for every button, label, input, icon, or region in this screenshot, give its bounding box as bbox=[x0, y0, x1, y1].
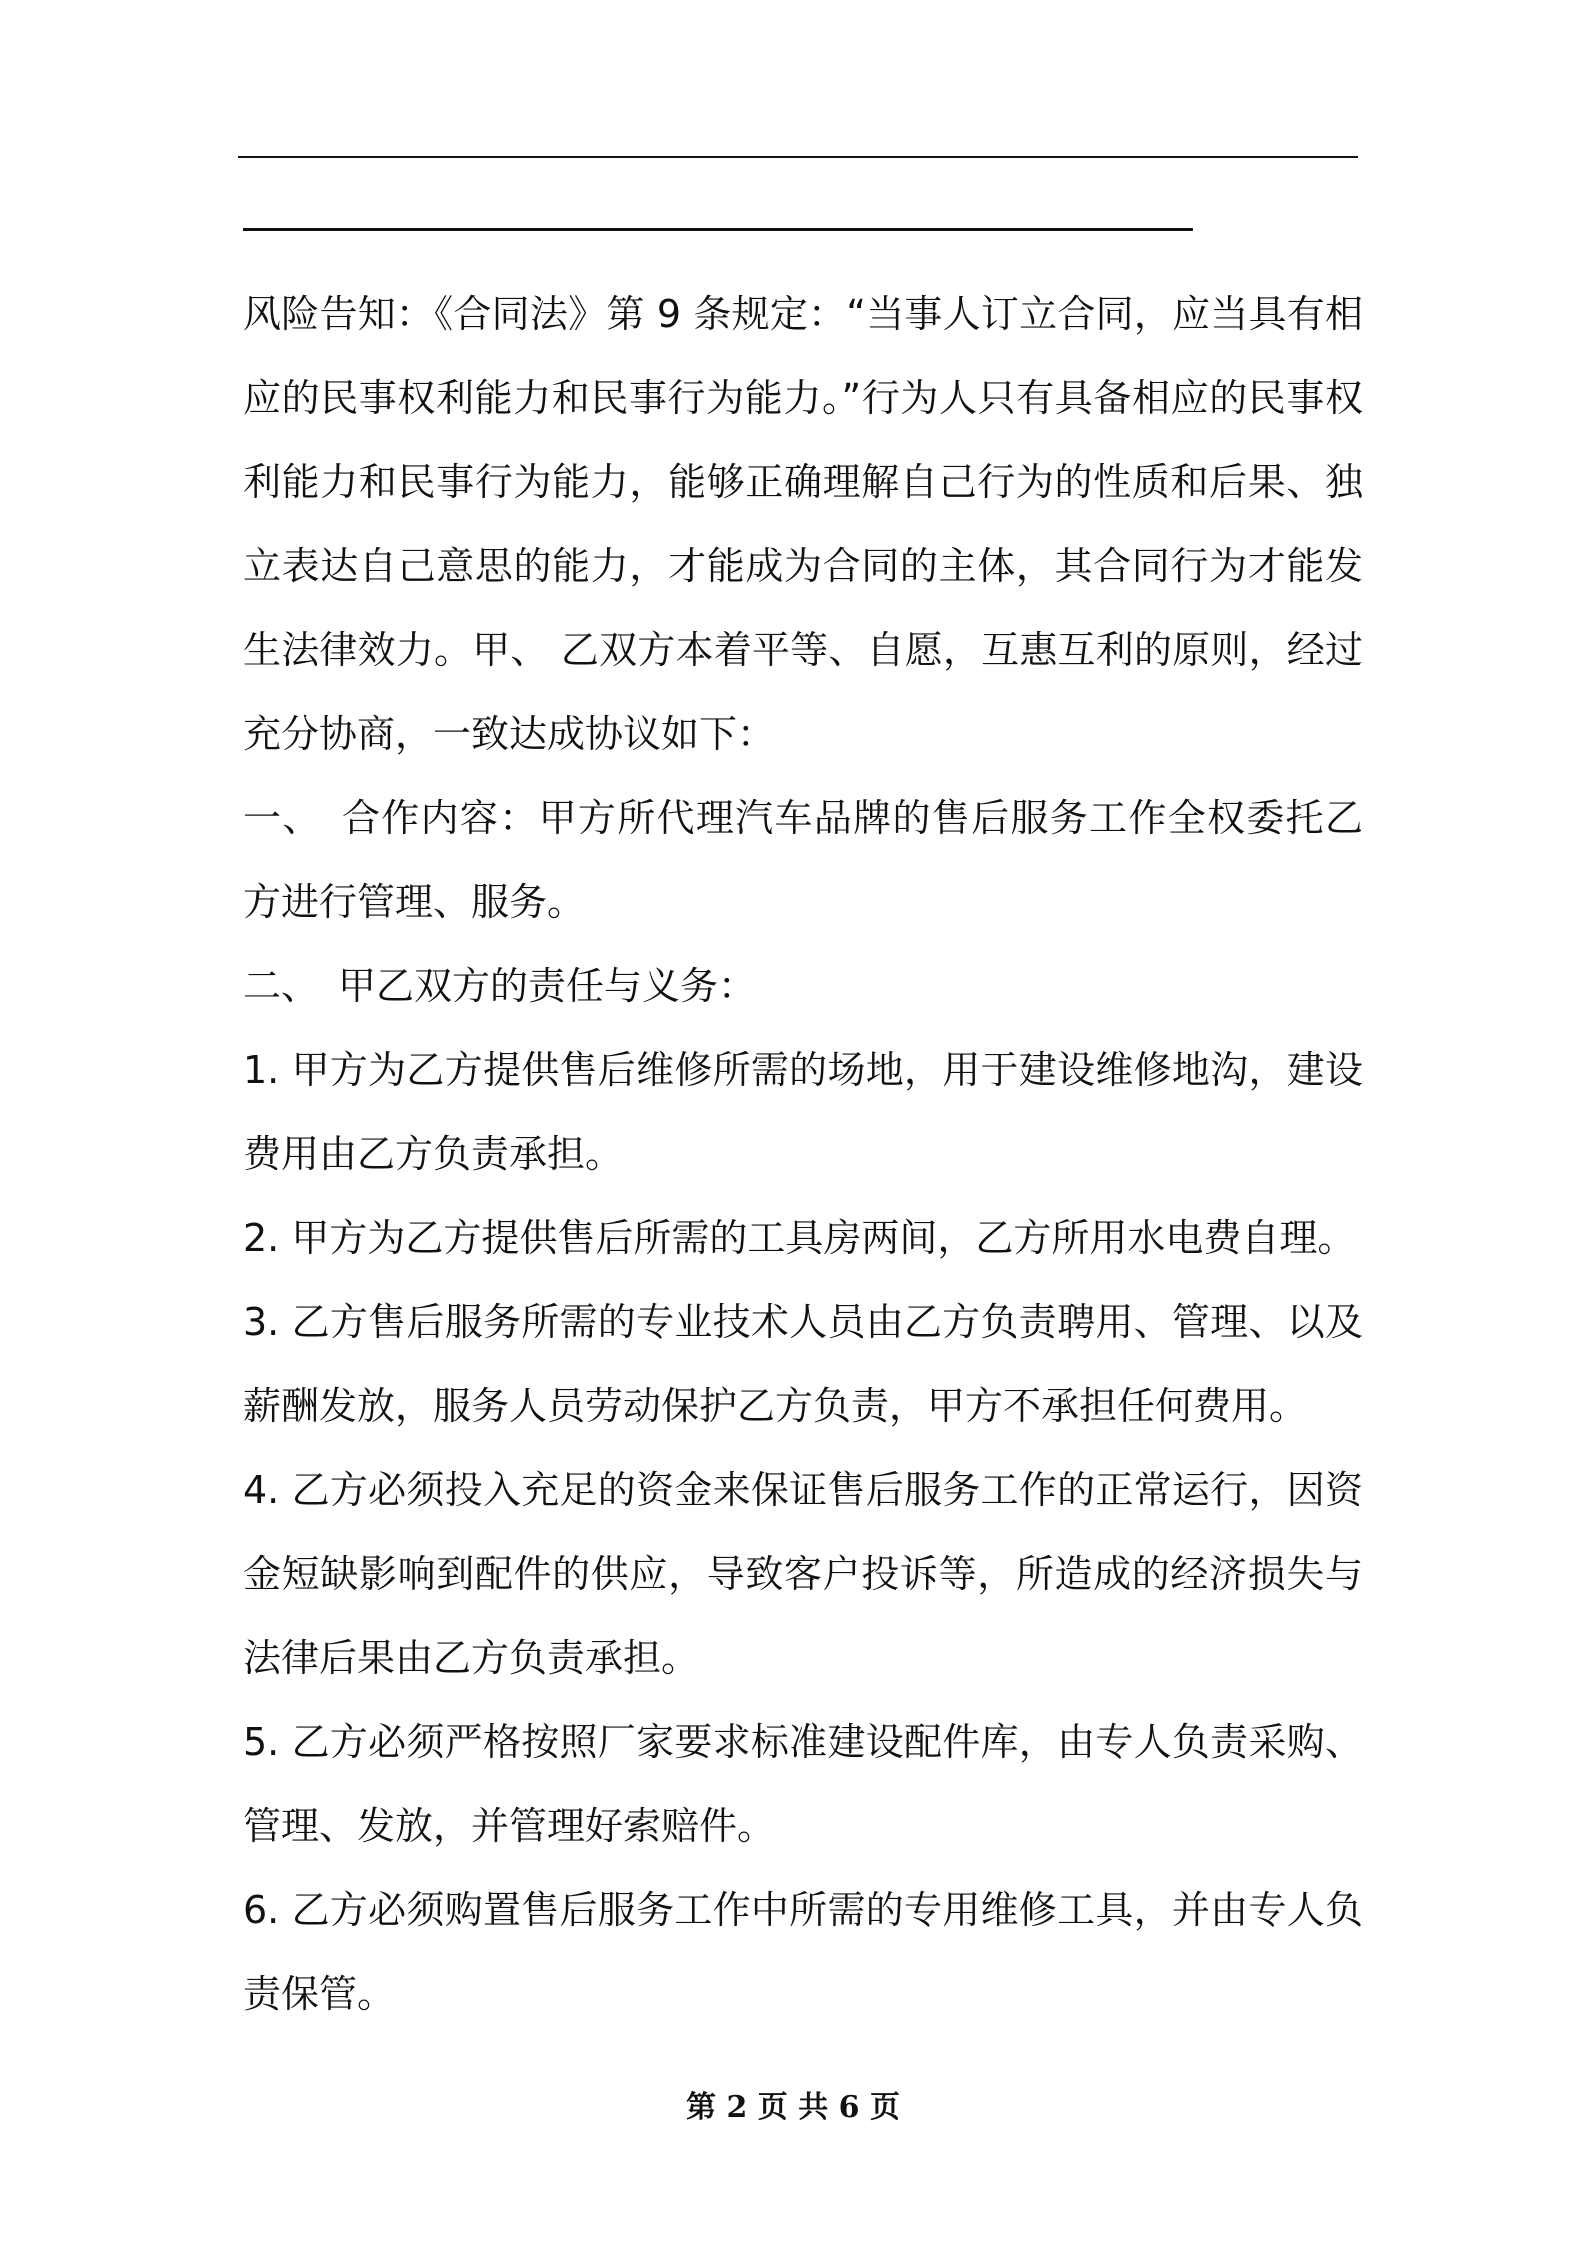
paragraph-item-4: 4. 乙方必须投入充足的资金来保证售后服务工作的正常运行，因资金短缺影响到配件的供应，导致客户投诉等，所造成的经济损失与法律后果由乙方负责承担。 bbox=[243, 1468, 1363, 1680]
paragraph-responsibilities-heading: 二、 甲乙双方的责任与义务： bbox=[243, 964, 757, 1008]
paragraph-item-5: 5. 乙方必须严格按照厂家要求标准建设配件库，由专人负责采购、管理、发放，并管理好索赔件。 bbox=[243, 1720, 1363, 1848]
paragraph-item-6: 6. 乙方必须购置售后服务工作中所需的专用维修工具，并由专人负责保管。 bbox=[243, 1888, 1363, 2016]
header-rule bbox=[238, 156, 1358, 158]
paragraph-cooperation-content: 一、 合作内容：甲方所代理汽车品牌的售后服务工作全权委托乙方进行管理、服务。 bbox=[243, 796, 1363, 924]
paragraph-risk-notice: 风险告知：《合同法》第 9 条规定：“当事人订立合同，应当具有相应的民事权利能力和民事行为能力。”行为人只有具备相应的民事权利能力和民事行为能力，能够正确理解自己行为的性质和后果、独立表达自己意思的能力，才能成为合同的主体，其合同行为才能发生法律效力。甲、 乙双方本着平等、自愿，互惠互利的原则，经过充分协商，一致达成协议如下： bbox=[243, 292, 1363, 756]
paragraph-item-1: 1. 甲方为乙方提供售后维修所需的场地，用于建设维修地沟，建设费用由乙方负责承担。 bbox=[243, 1048, 1363, 1176]
document-body bbox=[243, 272, 1363, 2036]
paragraph-item-3: 3. 乙方售后服务所需的专业技术人员由乙方负责聘用、管理、以及薪酬发放，服务人员劳动保护乙方负责，甲方不承担任何费用。 bbox=[243, 1300, 1363, 1428]
blank-fill-line bbox=[243, 228, 1193, 231]
paragraph-item-2: 2. 甲方为乙方提供售后所需的工具房两间，乙方所用水电费自理。 bbox=[243, 1216, 1356, 1260]
page-number-footer: 第 2 页 共 6 页 bbox=[686, 2090, 900, 2125]
